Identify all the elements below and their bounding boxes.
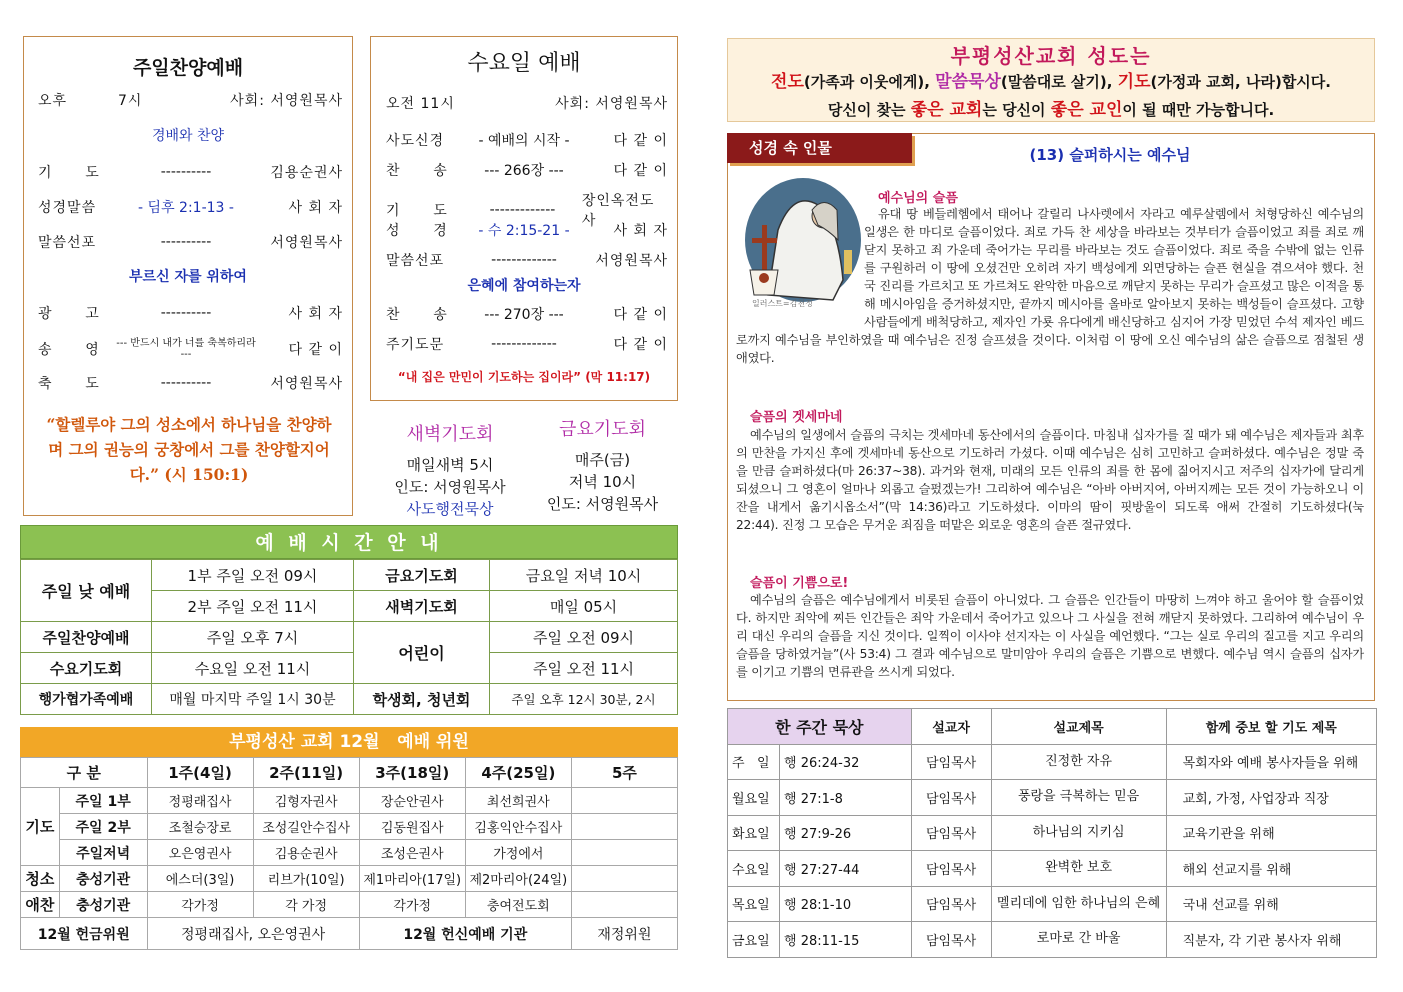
order-item-detail: --- 반드시 내가 너를 축복하리라 --- [116,338,256,360]
duty-group-label: 청소 [21,866,60,892]
bible-section1-heading: 예수님의 슬픔 [878,191,958,206]
dedication-label: 12월 헌신예배 기관 [359,918,571,950]
duty-cell: 각가정 [359,892,465,918]
friday-line1: 매주(금) [574,451,631,469]
duty-cell [571,814,677,840]
banner-fragment: 기도 [1117,72,1151,92]
schedule-kids-label: 어린이 [354,622,490,684]
weekly-header-meditation: 한 주간 묵상 [728,709,912,745]
weekly-sermon-title: 멜리데에 임한 하나님의 은혜 [991,886,1166,922]
weekly-day: 수요일 [728,851,780,887]
weekly-passage: 행 28:11-15 [780,922,912,958]
duty-cell [571,840,677,866]
duty-sub-label: 주일 1부 [59,788,147,814]
order-item-name: 송 영 [38,342,100,358]
order-row [386,304,668,324]
bible-section1-text [736,205,1364,367]
order-item-name: 광 고 [38,306,100,322]
order-item-leader: 서영원목사 [270,235,343,251]
order-item-detail: ------------- [491,252,557,268]
schedule-youth-label: 학생회, 청년회 [354,684,490,715]
duty-cell: 각 가정 [253,892,359,918]
weekly-day: 화요일 [728,815,780,851]
banner-fragment: 전도 [771,72,804,92]
order-item-name: 축 도 [38,376,100,392]
schedule-dawn-time: 매일 05시 [490,591,678,622]
dawn-line3: 사도행전묵상 [406,500,494,518]
money-value: 정평래집사, 오은영권사 [147,918,359,950]
order-item-leader: 김용순권사 [270,165,343,181]
weekly-passage: 행 27:9-26 [780,815,912,851]
duty-cell: 조성은권사 [359,840,465,866]
weekly-header-title: 설교제목 [991,709,1166,745]
order-item-detail: ---------- [160,375,212,391]
duty-cell: 제1마리아(17일) [359,866,465,892]
dawn-line1: 매일새벽 5시 [406,456,494,474]
schedule-fri-label: 금요기도회 [354,560,490,591]
schedule-family-time: 매월 마지막 주일 1시 30분 [152,684,354,715]
weekly-preacher: 담임목사 [911,851,991,887]
order-item-leader: 다 같 이 [288,342,343,358]
duty-table [20,757,678,950]
wednesday-title: 수요일 예배 [467,51,581,76]
duty-cell: 김홍익안수집사 [465,814,571,840]
schedule-s2: 2부 주일 오전 11시 [152,591,354,622]
order-row [38,197,343,217]
duty-cell [571,892,677,918]
duty-cell: 조성길안수집사 [253,814,359,840]
schedule-wed-time: 수요일 오전 11시 [152,653,354,684]
duty-header-cell: 3주(18일) [359,758,465,788]
weekly-sermon-title: 완벽한 보호 [991,851,1166,887]
schedule-praise-label: 주일찬양예배 [21,622,152,653]
schedule-fri-time: 금요일 저녁 10시 [490,560,678,591]
duty-sub-label: 주일저녁 [59,840,147,866]
wednesday-time-row [386,93,668,113]
order-row [38,338,343,360]
bible-section3-body: 예수님의 슬픔은 예수님에게서 비롯된 슬픔이 아니었다. 그 슬픔은 인간들이 마땅히 느껴야 하고 울어야 할 슬픔이었다. 하지만 죄악에 찌든 인간들은 죄악 가운데서 죽어가고 있으나 그 사실을 전혀 깨닫지 못하였다. 그리하여 예수님이 우리 대신 우리의 슬픔을 지신 것이다. 일찍이 이사야 선지자는 이 사실을 예언했다. “그는 실로 우리의 질고를 지고 우리의 슬픔을 당하였거늘”(사 53:4) 그 결과 예수님으로 말미암아 우리의 슬픔은 기쁨으로 변했다. 예수님 역시 슬픔의 십자가를 이기고 기쁨의 면류관을 쓰시게 되었다. [736,593,1364,679]
sunday-time-label: 오후 [38,93,68,109]
order-item-name: 찬 송 [386,163,448,179]
weekly-preacher: 담임목사 [911,922,991,958]
banner-fragment: 좋은 교회 [910,100,983,120]
weekly-prayer-topic: 목회자와 예배 봉사자들을 위해 [1166,744,1376,780]
weekly-prayer-topic: 교회, 가정, 사업장과 직장 [1166,780,1376,816]
schedule-table [20,559,678,715]
duty-cell: 리브가(10일) [253,866,359,892]
banner-line2 [727,67,1375,92]
schedule-s1: 1부 주일 오전 09시 [152,560,354,591]
banner-fragment: (가족과 이웃에게), [803,73,936,91]
sunday-section1: 경배와 찬양 [151,128,225,144]
order-item-detail: - 예배의 시작 - [478,133,570,149]
duty-cell: 김용순권사 [253,840,359,866]
order-item-detail: ---------- [160,305,212,321]
bible-tag-label: 성경 속 인물 [749,139,832,157]
duty-cell [571,866,677,892]
duty-cell: 에스더(3일) [147,866,253,892]
duty-sub-label: 충성기관 [59,892,147,918]
order-row [38,232,343,252]
weekly-day: 목요일 [728,886,780,922]
weekly-day: 월요일 [728,780,780,816]
dedication-value: 재정위원 [571,918,677,950]
wednesday-presider: 사회: 서영원목사 [555,96,668,112]
order-item-leader: 다 같 이 [613,337,668,353]
schedule-praise-time: 주일 오후 7시 [152,622,354,653]
friday-prayer-block [530,415,675,515]
order-row [38,162,343,182]
banner-line3 [727,95,1375,120]
duty-sub-label: 주일 2부 [59,814,147,840]
money-label: 12월 헌금위원 [21,918,148,950]
bible-title: (13) 슬퍼하시는 예수님 [1029,146,1191,164]
order-item-leader: 사 회 자 [288,200,343,216]
weekly-day: 주 일 [728,744,780,780]
illustration-credit: 일러스트=김천정 [752,299,813,308]
duty-cell: 충여전도회 [465,892,571,918]
bible-section3-text [736,591,1364,681]
duty-header-cell: 5주 [571,758,677,788]
wednesday-verse: “내 집은 만민이 기도하는 집이라” (막 11:17) [397,370,651,384]
schedule-sunday-label: 주일 낮 예배 [21,560,152,622]
dawn-title: 새벽기도회 [406,424,494,445]
order-row [38,373,343,393]
duty-cell: 정평래집사 [147,788,253,814]
order-item-name: 말씀선포 [38,235,97,251]
order-item-name: 기 도 [38,165,100,181]
duty-header-cell: 2주(11일) [253,758,359,788]
order-item-detail: ---------- [160,164,212,180]
duty-cell: 각가정 [147,892,253,918]
weekly-preacher: 담임목사 [911,780,991,816]
order-item-detail: --- 270장 --- [484,307,564,323]
banner-fragment: 말씀묵상 [935,72,1001,92]
weekly-prayer-topic: 직분자, 각 기관 봉사자 위해 [1166,922,1376,958]
schedule-header: 예 배 시 간 안 내 [20,525,678,559]
dawn-prayer-block [380,420,520,520]
weekly-sermon-title: 로마로 간 바울 [991,922,1166,958]
duty-cell: 조철승장로 [147,814,253,840]
order-item-detail: - 수 2:15-21 - [478,223,570,239]
order-item-leader: 사 회 자 [613,223,668,239]
dawn-line2: 인도: 서영원목사 [394,478,506,496]
order-item-leader: 서영원목사 [595,253,668,269]
duty-cell [571,788,677,814]
bible-section2-text [736,426,1364,534]
weekly-passage: 행 26:24-32 [780,744,912,780]
schedule-kids-time2: 주일 오전 11시 [490,653,678,684]
order-item-name: 주기도문 [386,337,445,353]
sunday-praise-title: 주일찬양예배 [132,57,244,79]
order-item-name: 찬 송 [386,307,448,323]
friday-line2: 저녁 10시 [568,473,637,491]
order-row [386,220,668,240]
order-item-name: 말씀선포 [386,253,445,269]
order-item-leader: 장인옥전도사 [581,193,655,229]
banner-fragment: 는 당신이 [982,101,1051,119]
weekly-preacher: 담임목사 [911,886,991,922]
bible-section2-body: 예수님의 일생에서 슬픔의 극치는 겟세마네 동산에서의 슬픔이다. 마침내 십자가를 질 때가 돼 예수님은 제자들과 최후의 만찬을 가지신 후에 겟세마네 동산으로 기도하러 가셨다. 이때 예수님은 심히 고민하고 슬퍼하셨다. 예수님은 정말 죽을 만큼 슬퍼하셨다(마 26:37~38). 과거와 현재, 미래의 모든 인류의 죄를 한 몸에 짊어지시고 저주의 십자가에 달리게 되셨으니 그 영혼이 얼마나 외롭고 슬펐겠는가! 그리하여 예수님은 “아바 아버지여, 아버지께는 모든 것이 가능하오니 이 잔을 내게서 옮기시옵소서”(막 14:36)라고 기도하셨다. 이마의 땀이 핏방울이 되도록 애써 간절히 기도하셨다(눅 22:44). 진정 그 모습은 무거운 죄짐을 떠맡은 외로운 영혼의 슬픈 절규였다. [736,428,1364,532]
weekly-day: 금요일 [728,922,780,958]
bible-section2-heading: 슬픔의 겟세마네 [750,410,843,425]
banner-fragment: 이 될 때만 가능합니다. [1122,101,1275,119]
duty-header-cell: 구 분 [21,758,148,788]
order-row [386,160,668,180]
friday-title: 금요기도회 [559,419,646,440]
sunday-section2: 부르신 자를 위하여 [129,269,247,285]
sunday-verse: “할렐루야 그의 성소에서 하나님을 찬양하며 그의 권능의 궁창에서 그를 찬양할지어다.” (시 150:1) [46,415,332,484]
duty-header-cell: 1주(4일) [147,758,253,788]
duty-cell: 최선희권사 [465,788,571,814]
order-item-leader: 사 회 자 [288,306,343,322]
weekly-header-prayer: 함께 중보 할 기도 제목 [1166,709,1376,745]
duty-header: 부평성산 교회 12월 예배 위원 [20,727,678,757]
float-spacer [736,205,864,330]
duty-group-label: 애찬 [21,892,60,918]
duty-cell: 김동원집사 [359,814,465,840]
banner-fragment: 당신이 찾는 [827,101,911,119]
order-item-name: 성 경 [386,223,448,239]
order-row [386,130,668,150]
banner-fragment: (가정과 교회, 나라)합시다. [1150,73,1331,91]
order-item-detail: ------------- [489,202,556,218]
order-row [38,303,343,323]
weekly-meditation-table [727,708,1377,958]
schedule-wed-label: 수요기도회 [21,653,152,684]
order-item-detail: --- 266장 --- [484,163,564,179]
weekly-header-preacher: 설교자 [911,709,991,745]
duty-sub-label: 충성기관 [59,866,147,892]
sunday-time-value: 7시 [118,93,143,109]
order-item-detail: - 딤후 2:1-13 - [138,200,234,216]
duty-cell: 제2마리아(24일) [465,866,571,892]
banner-fragment: (말씀대로 살기), [1000,73,1118,91]
weekly-prayer-topic: 해외 선교지를 위해 [1166,851,1376,887]
sunday-presider: 사회: 서영원목사 [230,93,343,109]
order-item-leader: 다 같 이 [613,163,668,179]
sunday-praise-time-row [38,90,343,110]
weekly-passage: 행 27:1-8 [780,780,912,816]
order-row [386,250,668,270]
banner-fragment: 좋은 교인 [1050,100,1123,120]
wednesday-section: 은혜에 참여하는자 [467,278,581,294]
bible-section3-heading: 슬픔이 기쁨으로! [750,576,849,591]
weekly-passage: 행 28:1-10 [780,886,912,922]
weekly-preacher: 담임목사 [911,744,991,780]
schedule-dawn-label: 새벽기도회 [354,591,490,622]
order-item-name: 사도신경 [386,133,445,149]
weekly-sermon-title: 하나님의 지키심 [991,815,1166,851]
banner-title: 부평성산교회 성도는 [950,44,1152,68]
bible-tag [727,133,912,163]
duty-cell: 가정에서 [465,840,571,866]
weekly-sermon-title: 풍랑을 극복하는 믿음 [991,780,1166,816]
friday-line3: 인도: 서영원목사 [546,495,659,513]
weekly-preacher: 담임목사 [911,815,991,851]
order-item-name: 성경말씀 [38,200,97,216]
schedule-youth-time: 주일 오후 12시 30분, 2시 [490,684,678,715]
order-item-detail: ------------- [491,336,557,352]
weekly-prayer-topic: 국내 선교를 위해 [1166,886,1376,922]
weekly-sermon-title: 진정한 자유 [991,744,1166,780]
order-item-leader: 서영원목사 [270,376,343,392]
duty-header-cell: 4주(25일) [465,758,571,788]
order-item-leader: 다 같 이 [613,307,668,323]
order-item-name: 기 도 [386,203,448,219]
duty-cell: 김형자권사 [253,788,359,814]
duty-cell: 오은영권사 [147,840,253,866]
order-item-leader: 다 같 이 [613,133,668,149]
bible-section1-body: 유대 땅 베들레헴에서 태어나 갈릴리 나사렛에서 자라고 예루살렘에서 처형당하신 예수님의 일생은 한 마디로 슬픔이었다. 죄로 가득 찬 세상을 바라보는 것부터가 슬픔이었고 죄를 죄로 깨닫지 못하고 죄 가운데 죽어가는 무리를 바라보는 것도 슬픔이었다. 죄로 죽을 수밖에 없는 인류를 구원하러 이 땅에 오셨건만 오히려 자기 백성에게 외면당하는 슬픈 현실을 겪으셔야 했다. 천국 진리를 가르치고 또 가르쳐도 완악한 마음으로 깨닫지 못하는 무리가 슬프셨고 많은 이적을 통해 메시아임을 증거하셨지만, 끝까지 메시아를 올바로 알아보지 못하는 백성들이 슬프셨다. 고향 사람들에게 배척당하고, 제자인 가룟 유다에게 배신당하고 심지어 가장 믿었던 수석 제자인 베드로까지 예수님을 부인하였을 때 예수님은 진정 슬프셨을 것이다. 이처럼 이 땅에 오신 예수님의 삶은 슬픔으로 점철된 생애였다. [736,207,1364,365]
schedule-family-label: 행가협가족예배 [21,684,152,715]
order-row [386,334,668,354]
duty-group-label: 기도 [21,788,60,866]
order-item-detail: ---------- [160,234,212,250]
wednesday-time: 오전 11시 [386,96,455,112]
schedule-kids-time1: 주일 오전 09시 [490,622,678,653]
weekly-prayer-topic: 교육기관을 위해 [1166,815,1376,851]
duty-cell: 장순안권사 [359,788,465,814]
weekly-passage: 행 27:27-44 [780,851,912,887]
